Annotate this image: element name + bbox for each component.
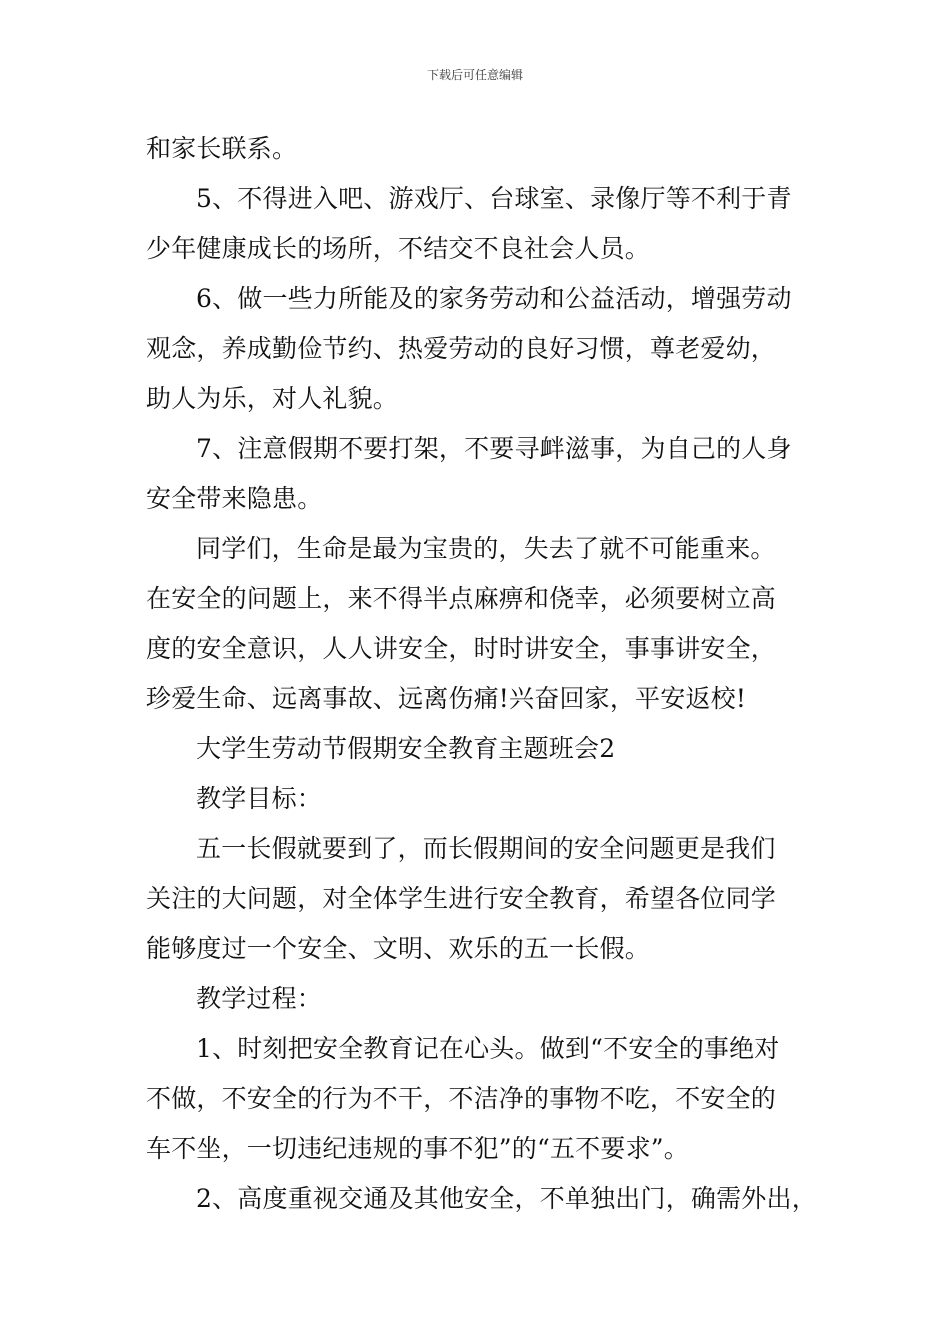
text-line: 7、注意假期不要打架，不要寻衅滋事，为自己的人身 [196,434,792,463]
text-line: 教学目标： [196,784,323,813]
text-line: 1、时刻把安全教育记在心头。做到“不安全的事绝对 [196,1034,780,1063]
text-line: 能够度过一个安全、文明、欢乐的五一长假。 [146,934,651,963]
text-line: 5、不得进入吧、游戏厅、台球室、录像厅等不利于青 [196,184,792,213]
text-line: 珍爱生命、远离事故、远离伤痛!兴奋回家，平安返校! [146,684,747,713]
section-heading: 大学生劳动节假期安全教育主题班会2 [196,734,616,763]
text-line: 观念，养成勤俭节约、热爱劳动的良好习惯，尊老爱幼， [146,334,777,363]
text-line: 安全带来隐患。 [146,484,323,513]
page-header-note: 下载后可任意编辑 [426,68,523,82]
text-line: 和家长联系。 [146,134,298,163]
text-line: 少年健康成长的场所，不结交不良社会人员。 [146,234,651,263]
text-line: 助人为乐，对人礼貌。 [146,384,399,413]
text-line: 6、做一些力所能及的家务劳动和公益活动，增强劳动 [196,284,792,313]
text-line: 关注的大问题，对全体学生进行安全教育，希望各位同学 [146,884,777,913]
text-line: 同学们，生命是最为宝贵的，失去了就不可能重来。 [196,534,776,563]
text-line: 车不坐，一切违纪违规的事不犯”的“五不要求”。 [146,1134,689,1163]
text-line: 在安全的问题上，来不得半点麻痹和侥幸，必须要树立高 [146,584,777,613]
text-line: 五一长假就要到了，而长假期间的安全问题更是我们 [196,834,776,863]
text-line: 度的安全意识，人人讲安全，时时讲安全，事事讲安全， [146,634,777,663]
text-line: 教学过程： [196,984,323,1013]
text-line: 不做，不安全的行为不干，不洁净的事物不吃，不安全的 [146,1084,777,1113]
text-line: 2、高度重视交通及其他安全，不单独出门，确需外出， [196,1184,817,1213]
document-body [146,124,830,1224]
